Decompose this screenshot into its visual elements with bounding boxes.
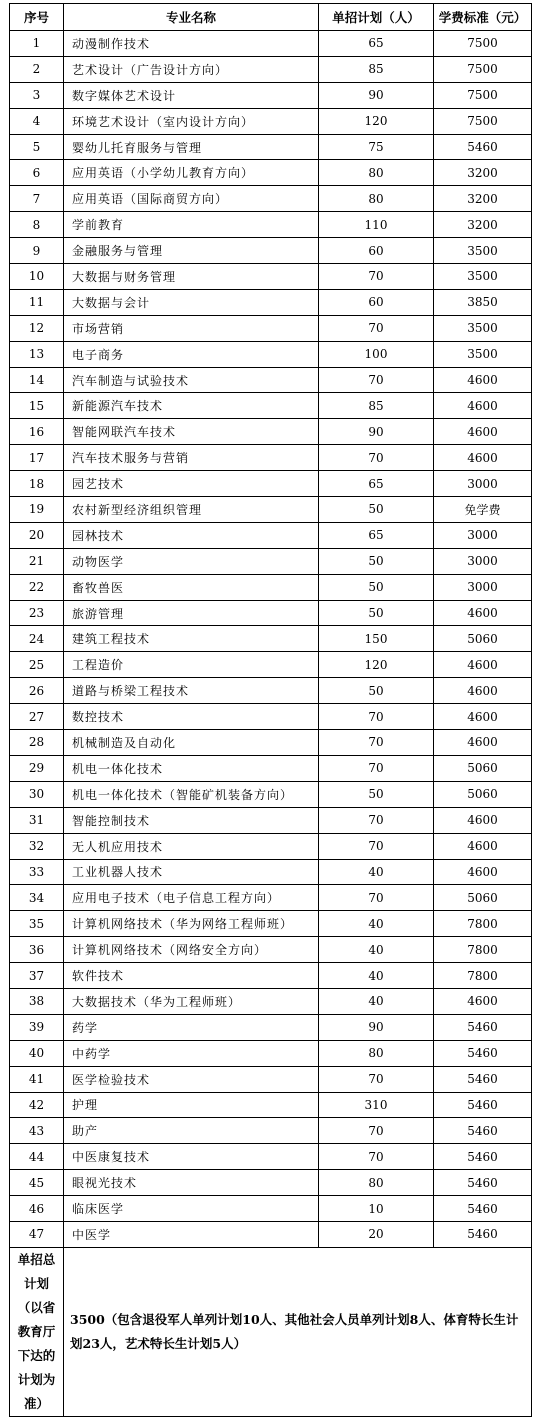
row-index-cell: 30 (10, 781, 64, 807)
row-plan-cell: 50 (319, 548, 434, 574)
row-plan-cell: 70 (319, 885, 434, 911)
table-row (10, 1118, 532, 1144)
row-plan-cell: 80 (319, 1040, 434, 1066)
row-index-cell: 8 (10, 212, 64, 238)
row-major-name-cell: 大数据与会计 (64, 289, 319, 315)
row-plan-cell: 70 (319, 367, 434, 393)
row-major-name-cell: 金融服务与管理 (64, 238, 319, 264)
row-major-name-cell: 计算机网络技术（网络安全方向） (64, 937, 319, 963)
table-row (10, 859, 532, 885)
row-index-cell: 35 (10, 911, 64, 937)
row-major-name-cell: 婴幼儿托育服务与管理 (64, 134, 319, 160)
table-row (10, 212, 532, 238)
row-fee-cell: 4600 (434, 859, 532, 885)
table-row (10, 626, 532, 652)
table-row (10, 108, 532, 134)
row-index-cell: 24 (10, 626, 64, 652)
row-index-cell: 17 (10, 445, 64, 471)
row-fee-cell: 4600 (434, 833, 532, 859)
table-row (10, 264, 532, 290)
row-index-cell: 16 (10, 419, 64, 445)
enrollment-plan-table (9, 3, 532, 1417)
row-index-cell: 26 (10, 678, 64, 704)
table-row (10, 548, 532, 574)
row-plan-cell: 50 (319, 574, 434, 600)
total-plan-row (10, 1247, 532, 1416)
row-fee-cell: 7800 (434, 937, 532, 963)
row-index-cell: 36 (10, 937, 64, 963)
table-row (10, 1196, 532, 1222)
row-fee-cell: 3200 (434, 160, 532, 186)
row-plan-cell: 50 (319, 678, 434, 704)
row-fee-cell: 3000 (434, 522, 532, 548)
row-plan-cell: 70 (319, 1118, 434, 1144)
row-major-name-cell: 学前教育 (64, 212, 319, 238)
table-row (10, 833, 532, 859)
row-index-cell: 28 (10, 730, 64, 756)
table-row (10, 988, 532, 1014)
row-plan-cell: 90 (319, 82, 434, 108)
table-row (10, 1221, 532, 1247)
row-index-cell: 2 (10, 56, 64, 82)
row-index-cell: 4 (10, 108, 64, 134)
table-row (10, 160, 532, 186)
row-fee-cell: 4600 (434, 393, 532, 419)
row-fee-cell: 5060 (434, 755, 532, 781)
row-index-cell: 21 (10, 548, 64, 574)
row-plan-cell: 10 (319, 1196, 434, 1222)
row-plan-cell: 70 (319, 755, 434, 781)
table-row (10, 1170, 532, 1196)
row-major-name-cell: 畜牧兽医 (64, 574, 319, 600)
row-major-name-cell: 计算机网络技术（华为网络工程师班） (64, 911, 319, 937)
row-major-name-cell: 智能网联汽车技术 (64, 419, 319, 445)
row-plan-cell: 85 (319, 393, 434, 419)
table-row (10, 755, 532, 781)
row-major-name-cell: 大数据技术（华为工程师班） (64, 988, 319, 1014)
row-index-cell: 32 (10, 833, 64, 859)
row-fee-cell: 5460 (434, 1144, 532, 1170)
row-major-name-cell: 眼视光技术 (64, 1170, 319, 1196)
row-plan-cell: 70 (319, 445, 434, 471)
table-row (10, 652, 532, 678)
row-plan-cell: 80 (319, 186, 434, 212)
table-row (10, 1040, 532, 1066)
table-row (10, 522, 532, 548)
row-index-cell: 42 (10, 1092, 64, 1118)
row-major-name-cell: 应用英语（小学幼儿教育方向） (64, 160, 319, 186)
row-index-cell: 3 (10, 82, 64, 108)
table-row (10, 445, 532, 471)
row-plan-cell: 75 (319, 134, 434, 160)
row-major-name-cell: 市场营销 (64, 315, 319, 341)
row-fee-cell: 5460 (434, 1092, 532, 1118)
row-index-cell: 18 (10, 471, 64, 497)
row-major-name-cell: 数字媒体艺术设计 (64, 82, 319, 108)
row-plan-cell: 40 (319, 859, 434, 885)
table-row (10, 730, 532, 756)
row-plan-cell: 85 (319, 56, 434, 82)
row-plan-cell: 70 (319, 264, 434, 290)
table-row (10, 704, 532, 730)
row-major-name-cell: 工业机器人技术 (64, 859, 319, 885)
row-fee-cell: 5060 (434, 781, 532, 807)
row-major-name-cell: 动物医学 (64, 548, 319, 574)
row-index-cell: 19 (10, 497, 64, 523)
row-major-name-cell: 机械制造及自动化 (64, 730, 319, 756)
row-index-cell: 31 (10, 807, 64, 833)
row-index-cell: 9 (10, 238, 64, 264)
row-plan-cell: 40 (319, 963, 434, 989)
header-major-name: 专业名称 (64, 4, 319, 31)
row-fee-cell: 5460 (434, 1118, 532, 1144)
header-tuition-fee: 学费标准（元） (434, 4, 532, 31)
row-index-cell: 7 (10, 186, 64, 212)
row-plan-cell: 50 (319, 600, 434, 626)
table-row (10, 678, 532, 704)
row-fee-cell: 3000 (434, 548, 532, 574)
row-major-name-cell: 园林技术 (64, 522, 319, 548)
row-major-name-cell: 旅游管理 (64, 600, 319, 626)
row-fee-cell: 4600 (434, 652, 532, 678)
table-row (10, 807, 532, 833)
row-index-cell: 47 (10, 1221, 64, 1247)
row-index-cell: 14 (10, 367, 64, 393)
table-row (10, 134, 532, 160)
row-plan-cell: 70 (319, 1144, 434, 1170)
row-major-name-cell: 智能控制技术 (64, 807, 319, 833)
row-major-name-cell: 环境艺术设计（室内设计方向） (64, 108, 319, 134)
row-fee-cell: 3000 (434, 471, 532, 497)
table-row (10, 289, 532, 315)
row-plan-cell: 70 (319, 833, 434, 859)
row-fee-cell: 7800 (434, 963, 532, 989)
row-plan-cell: 50 (319, 497, 434, 523)
row-fee-cell: 7500 (434, 108, 532, 134)
row-plan-cell: 150 (319, 626, 434, 652)
row-plan-cell: 80 (319, 160, 434, 186)
table-row (10, 341, 532, 367)
table-row (10, 1144, 532, 1170)
table-row (10, 31, 532, 57)
row-plan-cell: 90 (319, 419, 434, 445)
row-index-cell: 37 (10, 963, 64, 989)
row-index-cell: 23 (10, 600, 64, 626)
row-index-cell: 34 (10, 885, 64, 911)
row-fee-cell: 5460 (434, 1040, 532, 1066)
table-row (10, 367, 532, 393)
row-plan-cell: 65 (319, 522, 434, 548)
row-index-cell: 29 (10, 755, 64, 781)
row-plan-cell: 310 (319, 1092, 434, 1118)
row-plan-cell: 70 (319, 807, 434, 833)
table-row (10, 186, 532, 212)
row-major-name-cell: 大数据与财务管理 (64, 264, 319, 290)
row-fee-cell: 4600 (434, 678, 532, 704)
table-row (10, 82, 532, 108)
table-row (10, 781, 532, 807)
row-index-cell: 33 (10, 859, 64, 885)
row-major-name-cell: 动漫制作技术 (64, 31, 319, 57)
row-plan-cell: 60 (319, 289, 434, 315)
table-row (10, 497, 532, 523)
row-index-cell: 22 (10, 574, 64, 600)
row-major-name-cell: 建筑工程技术 (64, 626, 319, 652)
row-major-name-cell: 电子商务 (64, 341, 319, 367)
row-fee-cell: 7500 (434, 31, 532, 57)
row-fee-cell: 4600 (434, 367, 532, 393)
row-plan-cell: 40 (319, 911, 434, 937)
row-fee-cell: 免学费 (434, 497, 532, 523)
row-index-cell: 45 (10, 1170, 64, 1196)
header-index: 序号 (10, 4, 64, 31)
row-fee-cell: 4600 (434, 730, 532, 756)
row-fee-cell: 7500 (434, 56, 532, 82)
row-fee-cell: 4600 (434, 704, 532, 730)
table-header (10, 4, 532, 31)
row-fee-cell: 4600 (434, 445, 532, 471)
row-fee-cell: 3200 (434, 186, 532, 212)
row-major-name-cell: 机电一体化技术 (64, 755, 319, 781)
total-plan-value: 3500（包含退役军人单列计划10人、其他社会人员单列计划8人、体育特长生计划23人，艺术特长生计划5人） (64, 1247, 532, 1416)
row-major-name-cell: 中医康复技术 (64, 1144, 319, 1170)
row-fee-cell: 5460 (434, 134, 532, 160)
row-major-name-cell: 应用电子技术（电子信息工程方向） (64, 885, 319, 911)
row-major-name-cell: 护理 (64, 1092, 319, 1118)
row-plan-cell: 20 (319, 1221, 434, 1247)
row-major-name-cell: 汽车技术服务与营销 (64, 445, 319, 471)
table-row (10, 56, 532, 82)
row-major-name-cell: 医学检验技术 (64, 1066, 319, 1092)
row-fee-cell: 4600 (434, 807, 532, 833)
row-fee-cell: 3500 (434, 238, 532, 264)
table-body (10, 31, 532, 1248)
row-major-name-cell: 临床医学 (64, 1196, 319, 1222)
row-major-name-cell: 汽车制造与试验技术 (64, 367, 319, 393)
row-fee-cell: 4600 (434, 600, 532, 626)
row-plan-cell: 120 (319, 108, 434, 134)
row-plan-cell: 50 (319, 781, 434, 807)
row-major-name-cell: 机电一体化技术（智能矿机装备方向） (64, 781, 319, 807)
table-row (10, 574, 532, 600)
row-plan-cell: 70 (319, 730, 434, 756)
row-fee-cell: 5460 (434, 1066, 532, 1092)
table-row (10, 1066, 532, 1092)
row-plan-cell: 65 (319, 471, 434, 497)
table-row (10, 911, 532, 937)
row-major-name-cell: 道路与桥梁工程技术 (64, 678, 319, 704)
row-index-cell: 1 (10, 31, 64, 57)
row-plan-cell: 70 (319, 704, 434, 730)
row-plan-cell: 65 (319, 31, 434, 57)
row-index-cell: 5 (10, 134, 64, 160)
row-fee-cell: 3500 (434, 315, 532, 341)
row-major-name-cell: 应用英语（国际商贸方向） (64, 186, 319, 212)
row-fee-cell: 3500 (434, 264, 532, 290)
table-row (10, 600, 532, 626)
row-index-cell: 11 (10, 289, 64, 315)
table-row (10, 963, 532, 989)
row-plan-cell: 70 (319, 315, 434, 341)
row-index-cell: 10 (10, 264, 64, 290)
table-row (10, 315, 532, 341)
row-major-name-cell: 园艺技术 (64, 471, 319, 497)
row-index-cell: 27 (10, 704, 64, 730)
row-major-name-cell: 软件技术 (64, 963, 319, 989)
row-major-name-cell: 新能源汽车技术 (64, 393, 319, 419)
row-fee-cell: 5060 (434, 626, 532, 652)
row-fee-cell: 3850 (434, 289, 532, 315)
row-plan-cell: 100 (319, 341, 434, 367)
table-row (10, 419, 532, 445)
table-row (10, 1014, 532, 1040)
row-plan-cell: 80 (319, 1170, 434, 1196)
table-row (10, 885, 532, 911)
row-index-cell: 6 (10, 160, 64, 186)
row-plan-cell: 70 (319, 1066, 434, 1092)
row-fee-cell: 4600 (434, 988, 532, 1014)
row-fee-cell: 5460 (434, 1014, 532, 1040)
header-enrollment-plan: 单招计划（人） (319, 4, 434, 31)
row-major-name-cell: 工程造价 (64, 652, 319, 678)
row-plan-cell: 40 (319, 937, 434, 963)
row-fee-cell: 5460 (434, 1170, 532, 1196)
admissions-document (9, 3, 531, 1417)
row-plan-cell: 90 (319, 1014, 434, 1040)
row-index-cell: 40 (10, 1040, 64, 1066)
row-major-name-cell: 药学 (64, 1014, 319, 1040)
row-major-name-cell: 农村新型经济组织管理 (64, 497, 319, 523)
row-index-cell: 38 (10, 988, 64, 1014)
table-row (10, 238, 532, 264)
row-index-cell: 39 (10, 1014, 64, 1040)
row-index-cell: 44 (10, 1144, 64, 1170)
row-fee-cell: 3200 (434, 212, 532, 238)
row-major-name-cell: 无人机应用技术 (64, 833, 319, 859)
row-fee-cell: 3000 (434, 574, 532, 600)
row-index-cell: 46 (10, 1196, 64, 1222)
header-row (10, 4, 532, 31)
table-row (10, 471, 532, 497)
row-fee-cell: 5460 (434, 1196, 532, 1222)
row-plan-cell: 60 (319, 238, 434, 264)
row-fee-cell: 5060 (434, 885, 532, 911)
row-index-cell: 20 (10, 522, 64, 548)
row-index-cell: 13 (10, 341, 64, 367)
row-fee-cell: 4600 (434, 419, 532, 445)
row-major-name-cell: 数控技术 (64, 704, 319, 730)
table-row (10, 1092, 532, 1118)
row-index-cell: 12 (10, 315, 64, 341)
row-fee-cell: 5460 (434, 1221, 532, 1247)
row-index-cell: 43 (10, 1118, 64, 1144)
row-major-name-cell: 艺术设计（广告设计方向） (64, 56, 319, 82)
row-plan-cell: 120 (319, 652, 434, 678)
row-index-cell: 15 (10, 393, 64, 419)
row-major-name-cell: 助产 (64, 1118, 319, 1144)
row-fee-cell: 7800 (434, 911, 532, 937)
row-index-cell: 25 (10, 652, 64, 678)
row-fee-cell: 7500 (434, 82, 532, 108)
row-plan-cell: 40 (319, 988, 434, 1014)
table-row (10, 393, 532, 419)
row-fee-cell: 3500 (434, 341, 532, 367)
table-row (10, 937, 532, 963)
row-major-name-cell: 中医学 (64, 1221, 319, 1247)
row-major-name-cell: 中药学 (64, 1040, 319, 1066)
row-plan-cell: 110 (319, 212, 434, 238)
row-index-cell: 41 (10, 1066, 64, 1092)
total-plan-label: 单招总计划（以省教育厅下达的计划为准） (10, 1247, 64, 1416)
